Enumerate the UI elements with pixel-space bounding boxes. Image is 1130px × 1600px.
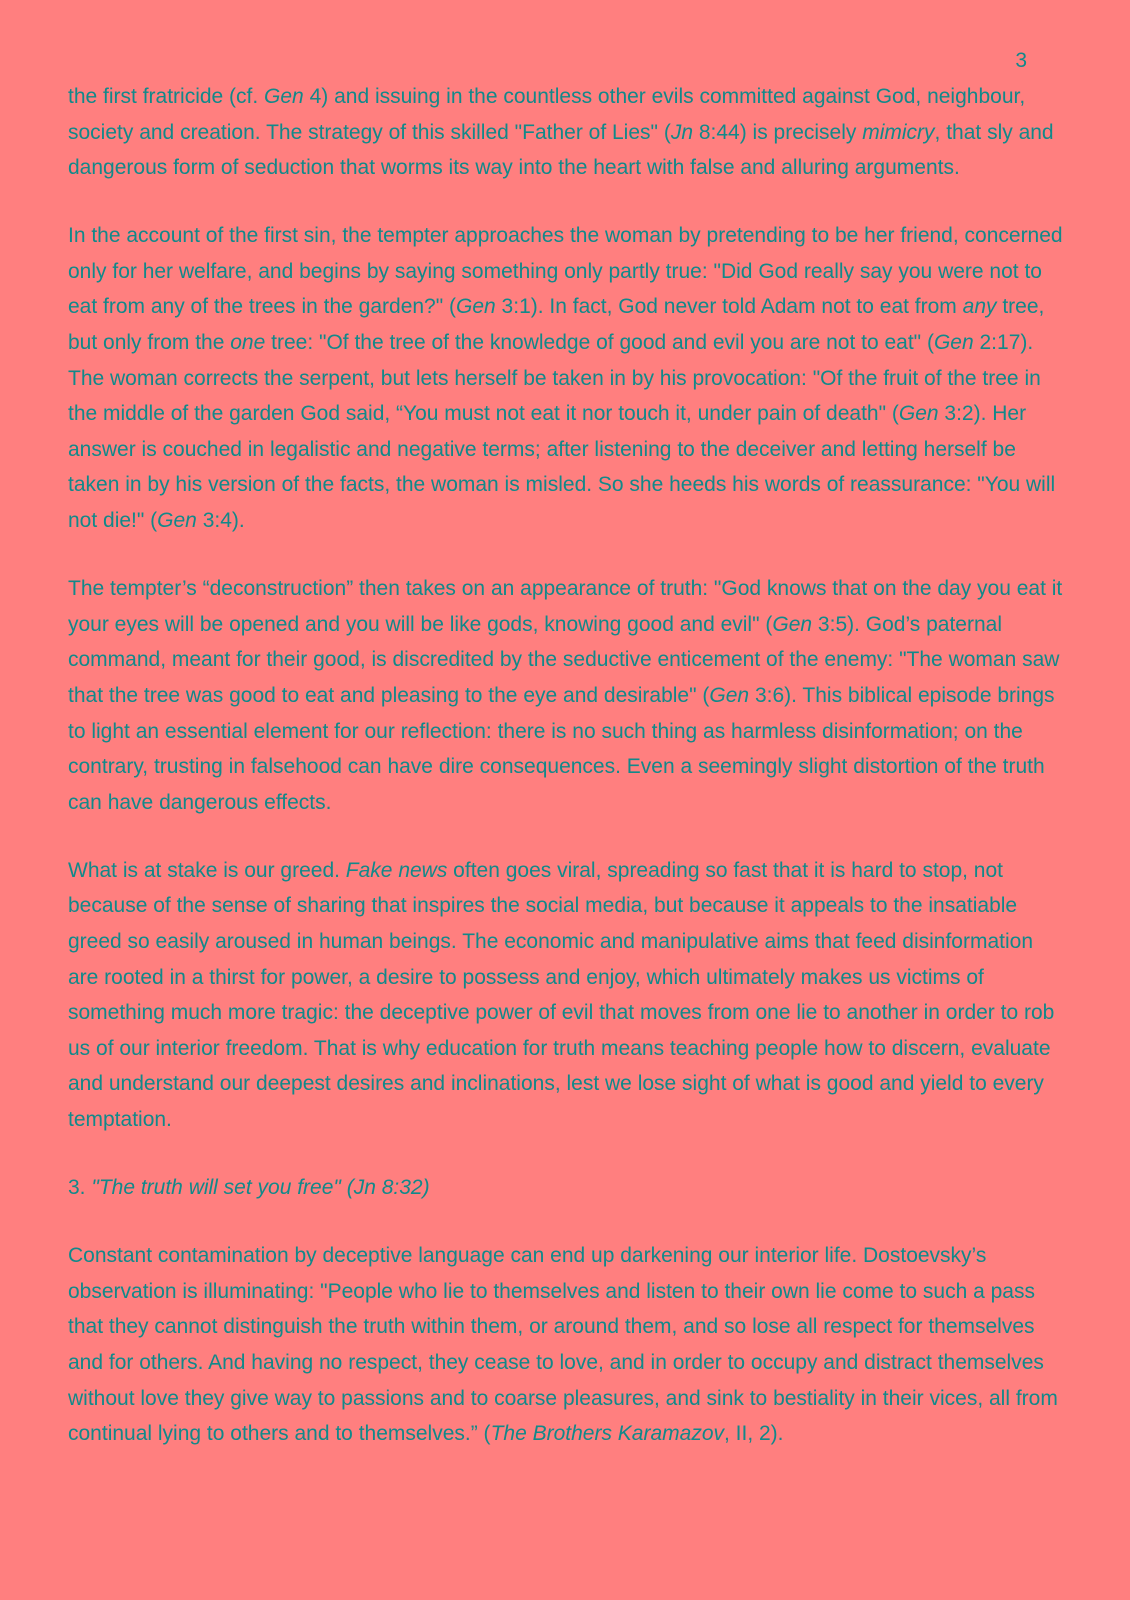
text-run: 4) and issuing in the countless other evils committed against God, neighbour, society and creation. The strategy of this skilled "Father of Lies" ( — [68, 85, 1026, 144]
text-run: The tempter’s “deconstruction” then takes on an appearance of truth: "God knows that on the day you eat it your eyes will be opened and you will be like gods, knowing good and evil" ( — [68, 577, 1063, 636]
citation-book: Gen — [264, 85, 304, 108]
text-run: 8:44) is precisely — [693, 120, 863, 144]
text-run: Constant contamination by deceptive language can end up darkening our interior life. Dostoevsky’s observation is illuminating: "People who lie to themselves and listen to their own lie come to such a pass that they cannot distinguish the truth within them, or around them, and so lose all respect for themselves and for others. And having no respect, they cease to love, and in order to occupy and distract themselves without love they give way to passions and to coarse pleasures, and sink to bestiality in their vices, all from continual lying to others and to themselves.” ( — [68, 1244, 1058, 1446]
text-run: , that sly and dangerous form of seduction that worms its way into the heart with false and alluring arguments. — [68, 120, 1054, 180]
text-run: the first fratricide (cf. — [68, 85, 265, 108]
section-number: 3. — [68, 1176, 92, 1200]
text-run: 2:17). The woman corrects the serpent, but lets herself be taken in by his provocation: "Of the fruit of the tree in the middle of the garden God said, “You must not eat it nor touch it, under pain of death" ( — [68, 331, 1041, 426]
section-title: "The truth will set you free" (Jn 8:32) — [91, 1176, 430, 1200]
text-run: What is at stake is our greed. — [68, 858, 346, 882]
paragraph-fratricide — [68, 79, 1068, 186]
text-run: tree: "Of the tree of the knowledge of good and evil you are not to eat" ( — [265, 331, 934, 355]
section-heading — [68, 1170, 1068, 1206]
emphasis-term: one — [230, 331, 266, 355]
citation-book: Gen — [772, 612, 813, 636]
citation-book: Gen — [933, 331, 974, 355]
text-run: tree, but only from the — [68, 295, 1045, 355]
text-run: , II, 2). — [724, 1422, 784, 1446]
page-number: 3 — [1015, 49, 1027, 72]
emphasis-term: mimicry — [862, 120, 935, 144]
emphasis-term: any — [962, 295, 997, 319]
text-run: 3:5). God’s paternal command, meant for their good, is discredited by the seductive enticement of the enemy: "The woman saw that the tree was good to eat and pleasing to the eye and desirable" ( — [68, 612, 1060, 707]
citation-book: Jn — [670, 120, 693, 144]
citation-book: Gen — [456, 295, 496, 319]
citation-book: Gen — [157, 509, 197, 533]
citation-book: Gen — [898, 402, 939, 426]
paragraph-greed — [68, 853, 1068, 1138]
document-body — [68, 79, 1068, 1484]
text-run: 3:4). — [196, 509, 245, 533]
paragraph-first-sin — [68, 218, 1068, 538]
text-run: In the account of the first sin, the tempter approaches the woman by pretending to be her friend, concerned only for her welfare, and begins by saying something only partly true: "Did God really say you were not to eat from any of the trees in the garden?" ( — [68, 224, 1063, 319]
text-run: 3:6). This biblical episode brings to light an essential element for our reflection: there is no such thing as harmless disinformation; on the contrary, trusting in falsehood can have dire consequences. Even a seemingly slight distortion of the truth can have dangerous effects. — [68, 683, 1055, 814]
book-title: The Brothers Karamazov — [490, 1422, 724, 1446]
paragraph-dostoevsky — [68, 1238, 1068, 1452]
text-run: 3:1). In fact, God never told Adam not to eat from — [495, 295, 963, 319]
emphasis-term: Fake news — [345, 858, 448, 882]
text-run: often goes viral, spreading so fast that it is hard to stop, not because of the sense of sharing that inspires the social media, but because it appeals to the insatiable greed so easily aroused in human beings. The economic and manipulative aims that feed disinformation are rooted in a thirst for power, a desire to possess and enjoy, which ultimately makes us victims of something much more tragic: the deceptive power of evil that moves from one lie to another in order to rob us of our interior freedom. That is why education for truth means teaching people how to discern, evaluate and understand our deepest desires and inclinations, lest we lose sight of what is good and yield to every temptation. — [68, 858, 1055, 1131]
citation-book: Gen — [709, 683, 750, 707]
text-run: 3:2). Her answer is couched in legalistic and negative terms; after listening to the deceiver and letting herself be taken in by his version of the facts, the woman is misled. So she heeds his words of reassurance: "You will not die!" ( — [68, 402, 1056, 533]
paragraph-deconstruction — [68, 571, 1068, 820]
